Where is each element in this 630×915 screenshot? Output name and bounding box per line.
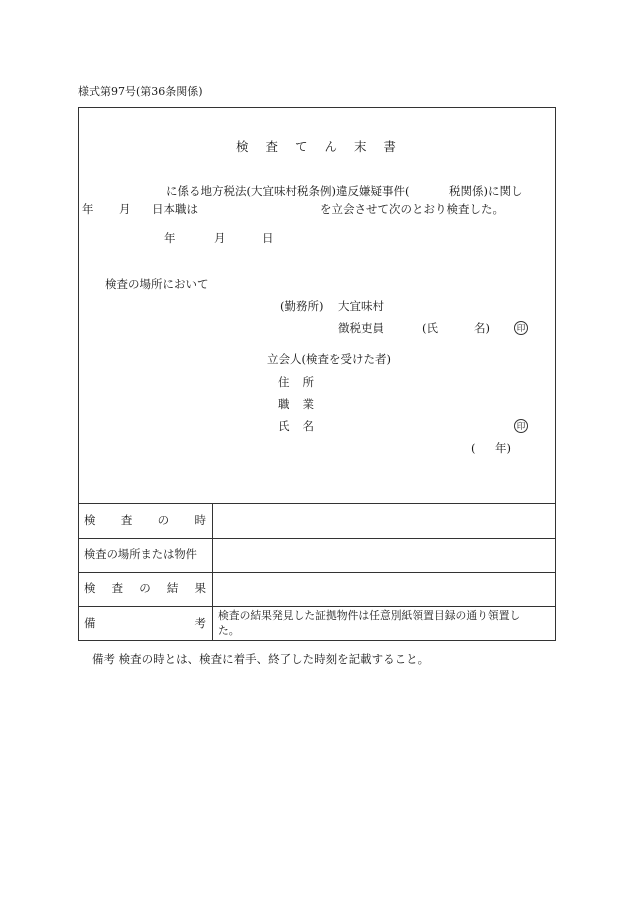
- title-char: 書: [383, 139, 396, 154]
- row-label-remarks: 備 考: [84, 616, 206, 630]
- title-char: ん: [324, 139, 337, 154]
- witness-heading: 立会人(検査を受けた者): [267, 352, 391, 366]
- intro-day-label: 日本職は: [152, 202, 198, 216]
- officer-title: 徴税吏員: [338, 321, 384, 335]
- table-column-divider: [212, 503, 213, 641]
- title-char: 査: [265, 139, 278, 154]
- title-char: て: [294, 139, 308, 154]
- officer-name-open: (氏: [422, 321, 438, 335]
- document-title: [236, 141, 396, 154]
- row-label-inspection-time: 検 査 の 時: [84, 513, 206, 527]
- title-char: 末: [353, 139, 367, 154]
- table-divider: [78, 538, 556, 539]
- witness-age-open: (: [471, 441, 476, 455]
- date-month: 月: [214, 231, 226, 245]
- intro-line1-tax: 税関係)に関し: [449, 184, 523, 198]
- date-day: 日: [262, 231, 274, 245]
- witness-name-label: 氏 名: [278, 419, 314, 433]
- table-divider: [78, 572, 556, 573]
- witness-occupation-label: 職 業: [278, 397, 314, 411]
- officer-seal-icon: 印: [514, 321, 528, 335]
- remarks-value-line2: た。: [218, 624, 240, 637]
- footnote: 備考 検査の時とは、検査に着手、終了した時刻を記載すること。: [92, 652, 430, 666]
- form-number: 様式第97号(第36条関係): [78, 85, 203, 98]
- table-divider: [78, 606, 556, 607]
- witness-address-label: 住 所: [278, 375, 314, 389]
- office-label: (勤務所): [280, 299, 324, 313]
- remarks-value-line1: 検査の結果発見した証拠物件は任意別紙領置目録の通り領置し: [218, 609, 521, 622]
- title-char: 検: [236, 139, 249, 154]
- office-name: 大宜味村: [338, 299, 384, 313]
- date-year: 年: [164, 231, 176, 245]
- intro-line2: を立会させて次のとおり検査した。: [320, 202, 504, 216]
- intro-month: 月: [119, 202, 131, 216]
- intro-year: 年: [82, 202, 94, 216]
- place-text: 検査の場所において: [105, 277, 209, 291]
- table-divider: [78, 503, 556, 504]
- row-label-inspection-result: 検 査 の 結 果: [84, 581, 206, 595]
- row-label-place-object: 検査の場所または物件: [84, 548, 197, 561]
- witness-seal-icon: 印: [514, 419, 528, 433]
- officer-name-close: 名): [474, 321, 490, 335]
- witness-age-close: 年): [495, 441, 511, 455]
- intro-line1: に係る地方税法(大宜味村税条例)違反嫌疑事件(: [166, 184, 410, 198]
